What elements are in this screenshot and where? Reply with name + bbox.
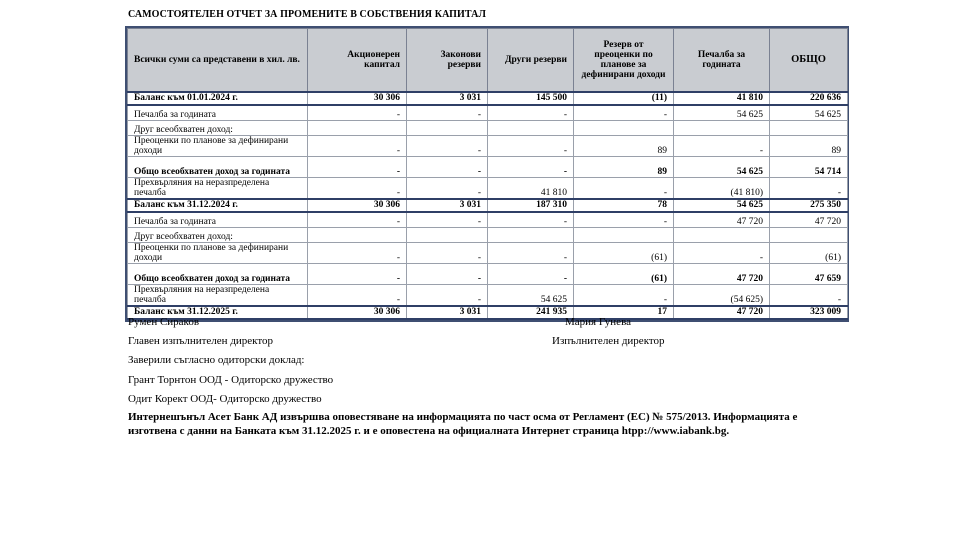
value-cell: 54 625 bbox=[674, 157, 770, 178]
signatory-left-name: Румен Сираков bbox=[128, 316, 200, 328]
value-cell: 3 031 bbox=[407, 199, 488, 212]
value-cell: - bbox=[407, 264, 488, 285]
value-cell bbox=[407, 121, 488, 136]
value-cell bbox=[674, 121, 770, 136]
value-cell: - bbox=[770, 285, 848, 307]
disclosure-note: Интернешънъл Асет Банк АД извършва оповестяване на информацията по част осма от Регламент (ЕС) № 575/2013. Информацията е изготвена с данни на Банката към 31.12.2025 г. и е оповестена на официалната Интернет страница htpp://www.iabank.bg. bbox=[128, 411, 798, 437]
value-cell: - bbox=[674, 136, 770, 157]
header-cell-total: ОБЩО bbox=[770, 29, 848, 93]
value-cell: - bbox=[574, 212, 674, 228]
value-cell bbox=[308, 228, 407, 243]
value-cell: - bbox=[407, 212, 488, 228]
signatory-left-title: Главен изпълнителен директор bbox=[128, 335, 274, 347]
value-cell: (61) bbox=[574, 243, 674, 264]
value-cell bbox=[574, 228, 674, 243]
header-row bbox=[128, 29, 848, 93]
table-row bbox=[128, 121, 848, 136]
value-cell: 47 720 bbox=[674, 212, 770, 228]
value-cell: 3 031 bbox=[407, 92, 488, 105]
value-cell: 30 306 bbox=[308, 92, 407, 105]
value-cell: 47 720 bbox=[770, 212, 848, 228]
table-row bbox=[128, 285, 848, 307]
value-cell bbox=[770, 228, 848, 243]
row-label: Общо всеобхватен доход за годината bbox=[128, 264, 308, 285]
value-cell: - bbox=[308, 157, 407, 178]
value-cell: (61) bbox=[770, 243, 848, 264]
table-row bbox=[128, 264, 848, 285]
value-cell: - bbox=[407, 243, 488, 264]
value-cell: - bbox=[488, 136, 574, 157]
equity-changes-table bbox=[125, 26, 849, 322]
value-cell: 3 031 bbox=[407, 306, 488, 319]
row-label: Преоценки по планове за дефинирани доходи bbox=[128, 243, 308, 264]
value-cell bbox=[574, 121, 674, 136]
row-label: Преоценки по планове за дефинирани доходи bbox=[128, 136, 308, 157]
header-cell-description: Всички суми са представени в хил. лв. bbox=[128, 29, 308, 93]
table-row bbox=[128, 136, 848, 157]
balance-row bbox=[128, 199, 848, 212]
value-cell: 54 625 bbox=[674, 199, 770, 212]
value-cell: 241 935 bbox=[488, 306, 574, 319]
signatory-right-title: Изпълнителен директор bbox=[552, 335, 665, 347]
value-cell: 78 bbox=[574, 199, 674, 212]
row-label: Общо всеобхватен доход за годината bbox=[128, 157, 308, 178]
value-cell bbox=[674, 228, 770, 243]
value-cell: 145 500 bbox=[488, 92, 574, 105]
value-cell: 47 659 bbox=[770, 264, 848, 285]
page-title: САМОСТОЯТЕЛЕН ОТЧЕТ ЗА ПРОМЕНИТЕ В СОБСТВЕНИЯ КАПИТАЛ bbox=[128, 9, 487, 20]
value-cell bbox=[770, 121, 848, 136]
auditor-2: Одит Корект ООД- Одиторско дружество bbox=[128, 393, 322, 405]
row-label: Печалба за годината bbox=[128, 105, 308, 121]
value-cell: 47 720 bbox=[674, 306, 770, 319]
row-label: Баланс към 01.01.2024 г. bbox=[128, 92, 308, 105]
table-row bbox=[128, 157, 848, 178]
value-cell: - bbox=[407, 157, 488, 178]
header-cell-revaluation-reserve: Резерв от преоценки по планове за дефинирани доходи bbox=[574, 29, 674, 93]
value-cell: - bbox=[574, 285, 674, 307]
value-cell: 187 310 bbox=[488, 199, 574, 212]
value-cell: - bbox=[407, 136, 488, 157]
value-cell: - bbox=[308, 285, 407, 307]
row-label: Баланс към 31.12.2025 г. bbox=[128, 306, 308, 319]
value-cell bbox=[308, 121, 407, 136]
table-row bbox=[128, 243, 848, 264]
table-row bbox=[128, 105, 848, 121]
row-label: Прехвърляния на неразпределена печалба bbox=[128, 178, 308, 200]
value-cell bbox=[488, 121, 574, 136]
value-cell: 89 bbox=[574, 136, 674, 157]
row-label: Баланс към 31.12.2024 г. bbox=[128, 199, 308, 212]
value-cell: 54 714 bbox=[770, 157, 848, 178]
value-cell: 41 810 bbox=[674, 92, 770, 105]
value-cell: (41 810) bbox=[674, 178, 770, 200]
table-row bbox=[128, 228, 848, 243]
value-cell: 17 bbox=[574, 306, 674, 319]
value-cell: 323 009 bbox=[770, 306, 848, 319]
value-cell: 54 625 bbox=[488, 285, 574, 307]
value-cell: (11) bbox=[574, 92, 674, 105]
value-cell: - bbox=[407, 285, 488, 307]
value-cell: - bbox=[308, 178, 407, 200]
value-cell: 41 810 bbox=[488, 178, 574, 200]
row-label: Прехвърляния на неразпределена печалба bbox=[128, 285, 308, 307]
value-cell: - bbox=[488, 243, 574, 264]
balance-row bbox=[128, 92, 848, 105]
value-cell: 89 bbox=[770, 136, 848, 157]
value-cell: 30 306 bbox=[308, 199, 407, 212]
balance-row bbox=[128, 306, 848, 319]
table-row bbox=[128, 178, 848, 200]
value-cell bbox=[407, 228, 488, 243]
header-cell-statutory-reserves: Законови резерви bbox=[407, 29, 488, 93]
row-label: Печалба за годината bbox=[128, 212, 308, 228]
value-cell: - bbox=[308, 243, 407, 264]
row-label: Друг всеобхватен доход: bbox=[128, 121, 308, 136]
certified-label: Заверили съгласно одиторски доклад: bbox=[128, 354, 305, 366]
value-cell: 54 625 bbox=[770, 105, 848, 121]
header-cell-other-reserves: Други резерви bbox=[488, 29, 574, 93]
value-cell: - bbox=[308, 105, 407, 121]
value-cell: - bbox=[488, 157, 574, 178]
value-cell: - bbox=[574, 105, 674, 121]
value-cell: - bbox=[574, 178, 674, 200]
value-cell: - bbox=[488, 264, 574, 285]
value-cell: - bbox=[488, 105, 574, 121]
value-cell: - bbox=[308, 264, 407, 285]
value-cell: - bbox=[407, 105, 488, 121]
value-cell: (61) bbox=[574, 264, 674, 285]
value-cell: 89 bbox=[574, 157, 674, 178]
value-cell: - bbox=[770, 178, 848, 200]
value-cell: 275 350 bbox=[770, 199, 848, 212]
value-cell: 220 636 bbox=[770, 92, 848, 105]
row-label: Друг всеобхватен доход: bbox=[128, 228, 308, 243]
auditor-1: Грант Торнтон ООД - Одиторско дружество bbox=[128, 374, 334, 386]
value-cell bbox=[488, 228, 574, 243]
signatory-right-name: Мария Гунева bbox=[565, 316, 631, 328]
value-cell: - bbox=[488, 212, 574, 228]
value-cell: - bbox=[308, 212, 407, 228]
value-cell: 54 625 bbox=[674, 105, 770, 121]
header-cell-profit: Печалба за годината bbox=[674, 29, 770, 93]
value-cell: - bbox=[674, 243, 770, 264]
value-cell: - bbox=[308, 136, 407, 157]
header-cell-share-capital: Акционерен капитал bbox=[308, 29, 407, 93]
value-cell: 47 720 bbox=[674, 264, 770, 285]
value-cell: - bbox=[407, 178, 488, 200]
value-cell: (54 625) bbox=[674, 285, 770, 307]
table-row bbox=[128, 212, 848, 228]
value-cell: 30 306 bbox=[308, 306, 407, 319]
